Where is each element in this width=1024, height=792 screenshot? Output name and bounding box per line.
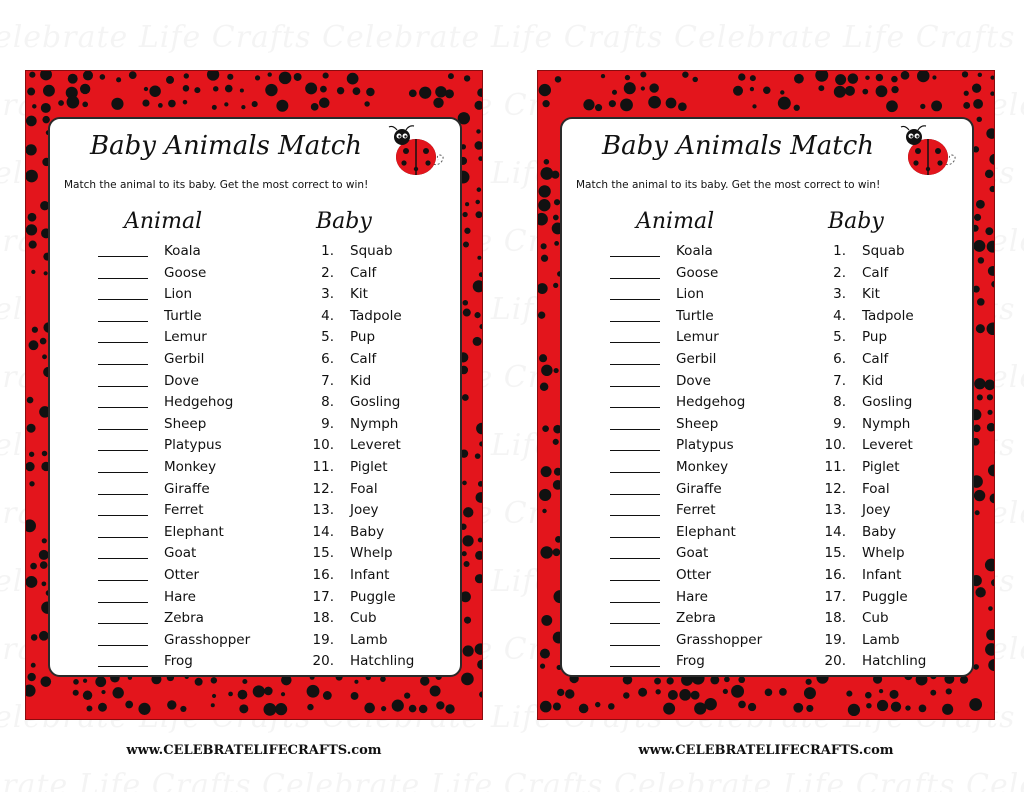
baby-name: Joey [350, 502, 379, 519]
answer-blank[interactable] [610, 278, 660, 279]
baby-name: Foal [350, 480, 378, 497]
baby-number: 1. [833, 243, 846, 259]
answer-blank[interactable] [610, 537, 660, 538]
animal-name: Ferret [676, 502, 716, 519]
game-panel [560, 117, 974, 677]
animal-name: Goat [164, 545, 197, 562]
match-row [562, 524, 972, 546]
match-row [562, 459, 972, 481]
baby-name: Kid [350, 372, 372, 389]
match-row [50, 265, 460, 287]
baby-number: 8. [833, 394, 846, 411]
baby-number: 12. [824, 480, 846, 497]
answer-blank[interactable] [98, 321, 148, 322]
match-row [562, 265, 972, 287]
answer-blank[interactable] [610, 666, 660, 667]
match-row [562, 308, 972, 330]
baby-number: 19. [824, 631, 846, 648]
baby-number: 7. [833, 372, 846, 389]
answer-blank[interactable] [98, 364, 148, 365]
animal-name: Giraffe [676, 480, 722, 497]
animal-name: Hedgehog [164, 394, 234, 411]
animal-column-header: Animal [636, 209, 715, 234]
baby-number: 15. [312, 545, 334, 562]
baby-name: Leveret [862, 437, 913, 454]
answer-blank[interactable] [610, 558, 660, 559]
match-row [50, 502, 460, 524]
match-row [562, 373, 972, 395]
baby-name: Piglet [862, 458, 900, 475]
answer-blank[interactable] [610, 515, 660, 516]
website-footer: www.CELEBRATELIFECRAFTS.com [126, 743, 382, 758]
animal-name: Gerbil [164, 350, 205, 367]
answer-blank[interactable] [98, 256, 148, 257]
animal-name: Turtle [164, 307, 202, 324]
baby-name: Tadpole [350, 307, 402, 324]
baby-name: Kid [862, 372, 884, 389]
match-row [50, 653, 460, 675]
baby-column-header: Baby [316, 209, 372, 234]
match-row [562, 545, 972, 567]
baby-name: Kit [350, 286, 368, 303]
animal-name: Sheep [676, 415, 719, 432]
instructions-text: Match the animal to its baby. Get the most correct to win! [64, 179, 369, 191]
baby-name: Lamb [350, 631, 388, 648]
match-row [562, 437, 972, 459]
answer-blank[interactable] [610, 494, 660, 495]
answer-blank[interactable] [610, 602, 660, 603]
answer-blank[interactable] [610, 256, 660, 257]
answer-blank[interactable] [98, 602, 148, 603]
animal-name: Frog [164, 653, 193, 670]
game-title: Baby Animals Match [602, 131, 874, 161]
baby-name: Hatchling [350, 653, 415, 670]
baby-number: 17. [824, 588, 846, 605]
animal-name: Platypus [164, 437, 222, 454]
animal-name: Zebra [164, 610, 204, 627]
animal-name: Hare [676, 588, 708, 605]
ladybug-icon [894, 125, 964, 183]
answer-blank[interactable] [98, 515, 148, 516]
animal-name: Lion [164, 286, 193, 303]
answer-blank[interactable] [98, 494, 148, 495]
animal-name: Grasshopper [164, 631, 251, 648]
game-title: Baby Animals Match [90, 131, 362, 161]
answer-blank[interactable] [98, 580, 148, 581]
baby-number: 20. [824, 653, 846, 670]
animal-name: Dove [676, 372, 711, 389]
baby-number: 17. [312, 588, 334, 605]
baby-name: Tadpole [862, 307, 914, 324]
animal-name: Elephant [164, 523, 224, 540]
match-row [50, 481, 460, 503]
match-row [50, 351, 460, 373]
baby-name: Lamb [862, 631, 900, 648]
animal-name: Zebra [676, 610, 716, 627]
baby-number: 1. [321, 243, 334, 259]
baby-number: 5. [833, 329, 846, 346]
match-row [50, 329, 460, 351]
match-row [562, 567, 972, 589]
answer-blank[interactable] [610, 364, 660, 365]
baby-name: Whelp [862, 545, 905, 562]
answer-blank[interactable] [98, 278, 148, 279]
answer-blank[interactable] [98, 299, 148, 300]
match-row [562, 416, 972, 438]
baby-number: 10. [312, 437, 334, 454]
answer-blank[interactable] [610, 580, 660, 581]
animal-name: Goose [676, 264, 719, 281]
animal-name: Lion [676, 286, 705, 303]
animal-name: Koala [164, 243, 201, 259]
animal-name: Giraffe [164, 480, 210, 497]
baby-number: 6. [321, 350, 334, 367]
match-row [50, 437, 460, 459]
baby-name: Calf [862, 350, 889, 367]
baby-number: 16. [312, 566, 334, 583]
baby-number: 5. [321, 329, 334, 346]
match-row [50, 567, 460, 589]
answer-blank[interactable] [610, 429, 660, 430]
baby-number: 3. [833, 286, 846, 303]
answer-blank[interactable] [98, 537, 148, 538]
answer-blank[interactable] [610, 450, 660, 451]
baby-number: 4. [833, 307, 846, 324]
baby-number: 2. [321, 264, 334, 281]
baby-name: Calf [350, 264, 377, 281]
animal-name: Sheep [164, 415, 207, 432]
animal-name: Turtle [676, 307, 714, 324]
match-row [562, 632, 972, 654]
answer-blank[interactable] [98, 429, 148, 430]
match-row [50, 589, 460, 611]
website-footer: www.CELEBRATELIFECRAFTS.com [638, 743, 894, 758]
animal-name: Gerbil [676, 350, 717, 367]
game-panel [48, 117, 462, 677]
baby-number: 14. [312, 523, 334, 540]
answer-blank[interactable] [98, 472, 148, 473]
match-row [50, 524, 460, 546]
match-row [562, 653, 972, 675]
answer-blank[interactable] [98, 450, 148, 451]
baby-name: Baby [862, 523, 897, 540]
baby-column-header: Baby [828, 209, 884, 234]
baby-number: 9. [833, 415, 846, 432]
answer-blank[interactable] [98, 342, 148, 343]
baby-name: Calf [350, 350, 377, 367]
match-row [50, 545, 460, 567]
baby-name: Puggle [862, 588, 908, 605]
answer-blank[interactable] [610, 342, 660, 343]
baby-name: Gosling [862, 394, 913, 411]
answer-blank[interactable] [610, 472, 660, 473]
match-row [50, 308, 460, 330]
baby-name: Cub [350, 610, 377, 627]
animal-name: Hedgehog [676, 394, 746, 411]
animal-name: Goose [164, 264, 207, 281]
baby-name: Squab [350, 243, 393, 259]
answer-blank[interactable] [610, 623, 660, 624]
baby-number: 13. [824, 502, 846, 519]
match-row [562, 286, 972, 308]
baby-number: 19. [312, 631, 334, 648]
match-row [50, 632, 460, 654]
baby-name: Nymph [862, 415, 911, 432]
baby-number: 11. [312, 458, 334, 475]
baby-number: 18. [312, 610, 334, 627]
baby-name: Pup [350, 329, 376, 346]
baby-number: 18. [824, 610, 846, 627]
match-row [562, 329, 972, 351]
baby-name: Calf [862, 264, 889, 281]
answer-blank[interactable] [98, 407, 148, 408]
baby-number: 7. [321, 372, 334, 389]
animal-name: Hare [164, 588, 196, 605]
baby-number: 10. [824, 437, 846, 454]
answer-blank[interactable] [98, 558, 148, 559]
match-row [562, 589, 972, 611]
animal-name: Otter [676, 566, 712, 583]
match-row [562, 610, 972, 632]
baby-name: Cub [862, 610, 889, 627]
baby-name: Joey [862, 502, 891, 519]
baby-name: Puggle [350, 588, 396, 605]
baby-name: Infant [862, 566, 902, 583]
answer-blank[interactable] [98, 386, 148, 387]
animal-name: Lemur [164, 329, 207, 346]
animal-name: Goat [676, 545, 709, 562]
animal-name: Monkey [164, 458, 217, 475]
answer-blank[interactable] [610, 299, 660, 300]
baby-number: 13. [312, 502, 334, 519]
ladybug-icon [382, 125, 452, 183]
baby-name: Squab [862, 243, 905, 259]
baby-name: Hatchling [862, 653, 927, 670]
game-card-left [25, 70, 483, 720]
baby-number: 4. [321, 307, 334, 324]
match-row [50, 373, 460, 395]
baby-name: Foal [862, 480, 890, 497]
baby-name: Whelp [350, 545, 393, 562]
baby-name: Piglet [350, 458, 388, 475]
baby-name: Nymph [350, 415, 399, 432]
answer-blank[interactable] [98, 623, 148, 624]
animal-name: Otter [164, 566, 200, 583]
match-row [50, 286, 460, 308]
baby-name: Pup [862, 329, 888, 346]
baby-number: 12. [312, 480, 334, 497]
baby-number: 20. [312, 653, 334, 670]
animal-name: Monkey [676, 458, 729, 475]
baby-number: 3. [321, 286, 334, 303]
animal-name: Elephant [676, 523, 736, 540]
match-row [562, 502, 972, 524]
animal-name: Koala [676, 243, 713, 259]
answer-blank[interactable] [98, 645, 148, 646]
match-list [562, 243, 972, 675]
match-list [50, 243, 460, 675]
answer-blank[interactable] [610, 407, 660, 408]
instructions-text: Match the animal to its baby. Get the most correct to win! [576, 179, 881, 191]
baby-number: 16. [824, 566, 846, 583]
match-row [50, 459, 460, 481]
animal-name: Grasshopper [676, 631, 763, 648]
match-row [562, 243, 972, 265]
baby-number: 11. [824, 458, 846, 475]
baby-number: 14. [824, 523, 846, 540]
animal-name: Lemur [676, 329, 719, 346]
baby-name: Leveret [350, 437, 401, 454]
baby-number: 8. [321, 394, 334, 411]
baby-number: 2. [833, 264, 846, 281]
baby-name: Infant [350, 566, 390, 583]
match-row [50, 243, 460, 265]
baby-name: Baby [350, 523, 385, 540]
animal-name: Ferret [164, 502, 204, 519]
baby-name: Kit [862, 286, 880, 303]
answer-blank[interactable] [610, 645, 660, 646]
baby-number: 9. [321, 415, 334, 432]
match-row [50, 610, 460, 632]
answer-blank[interactable] [98, 666, 148, 667]
baby-number: 15. [824, 545, 846, 562]
animal-name: Frog [676, 653, 705, 670]
answer-blank[interactable] [610, 321, 660, 322]
baby-number: 6. [833, 350, 846, 367]
animal-name: Platypus [676, 437, 734, 454]
baby-name: Gosling [350, 394, 401, 411]
match-row [562, 351, 972, 373]
match-row [50, 416, 460, 438]
answer-blank[interactable] [610, 386, 660, 387]
animal-column-header: Animal [124, 209, 203, 234]
game-card-right [537, 70, 995, 720]
match-row [50, 394, 460, 416]
match-row [562, 481, 972, 503]
animal-name: Dove [164, 372, 199, 389]
match-row [562, 394, 972, 416]
